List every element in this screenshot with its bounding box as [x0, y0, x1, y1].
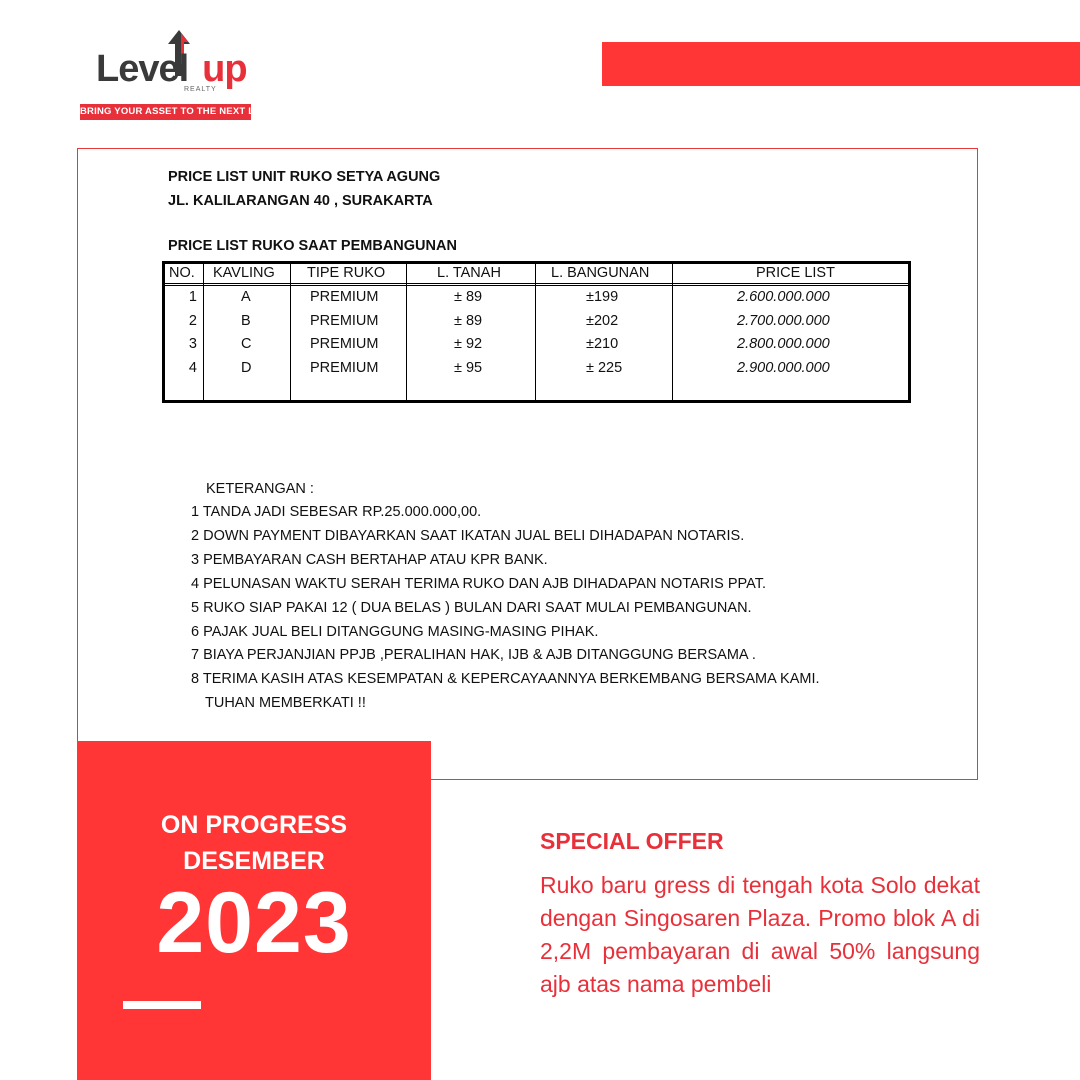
cell-no: 4 [188, 360, 197, 376]
notes-list [191, 501, 820, 716]
column-header-tanah: L. TANAH [437, 265, 501, 281]
cell-bangunan: ± 225 [586, 360, 623, 376]
cell-tipe: PREMIUM [310, 313, 379, 329]
document-title: PRICE LIST UNIT RUKO SETYA AGUNG [168, 169, 441, 185]
document-address: JL. KALILARANGAN 40 , SURAKARTA [168, 193, 433, 209]
logo-wordmark [96, 48, 247, 91]
cell-price: 2.600.000.000 [737, 289, 830, 305]
cell-kavling: B [241, 313, 251, 329]
column-header-bangunan: L. BANGUNAN [551, 265, 650, 281]
cell-tanah: ± 95 [454, 360, 483, 376]
cell-tipe: PREMIUM [310, 360, 379, 376]
cell-kavling: C [241, 336, 252, 352]
cell-tipe: PREMIUM [310, 336, 379, 352]
column-header-kavling: KAVLING [213, 265, 275, 281]
cell-kavling: D [241, 360, 252, 376]
special-offer-title: SPECIAL OFFER [540, 828, 724, 854]
cell-price: 2.900.000.000 [737, 360, 830, 376]
progress-block [77, 741, 431, 1080]
cell-tipe: PREMIUM [310, 289, 379, 305]
cell-kavling: A [241, 289, 251, 305]
notes-heading: KETERANGAN : [206, 481, 314, 497]
cell-tanah: ± 89 [454, 289, 483, 305]
cell-tanah: ± 92 [454, 336, 483, 352]
note-item: 4 PELUNASAN WAKTU SERAH TERIMA RUKO DAN AJB DIHADAPAN NOTARIS PPAT. [191, 575, 767, 592]
note-item: 5 RUKO SIAP PAKAI 12 ( DUA BELAS ) BULAN DARI SAAT MULAI PEMBANGUNAN. [191, 599, 752, 616]
note-item: 1 TANDA JADI SEBESAR RP.25.000.000,00. [191, 504, 482, 520]
column-divider [672, 264, 673, 400]
cell-price: 2.800.000.000 [737, 336, 830, 352]
special-offer-text: Ruko baru gress di tengah kota Solo dekat dengan Singosaren Plaza. Promo blok A di 2,2M pembayaran di awal 50% langsung ajb atas nama pembeli [540, 872, 980, 997]
cell-tanah: ± 89 [454, 313, 483, 329]
note-item: 6 PAJAK JUAL BELI DITANGGUNG MASING-MASING PIHAK. [191, 623, 599, 640]
cell-no: 1 [188, 289, 197, 305]
note-item: 7 BIAYA PERJANJIAN PPJB ,PERALIHAN HAK, IJB & AJB DITANGGUNG BERSAMA . [191, 647, 756, 664]
progress-year: 2023 [156, 875, 352, 971]
top-accent-bar [602, 42, 1080, 86]
cell-bangunan: ±210 [586, 336, 619, 352]
column-header-no: NO. [169, 265, 195, 281]
cell-bangunan: ±202 [586, 313, 619, 329]
logo-level: Level [96, 48, 189, 90]
column-divider [203, 264, 204, 400]
column-header-price: PRICE LIST [756, 265, 835, 281]
logo-tagline: BRING YOUR ASSET TO THE NEXT LEVEL [80, 104, 251, 120]
cell-price: 2.700.000.000 [737, 313, 830, 329]
progress-line1: ON PROGRESS [160, 811, 348, 839]
table-title: PRICE LIST RUKO SAAT PEMBANGUNAN [168, 238, 457, 254]
column-divider [535, 264, 536, 400]
progress-line2: DESEMBER [183, 847, 325, 875]
note-closing: TUHAN MEMBERKATI !! [205, 695, 366, 712]
price-list-document [77, 148, 978, 780]
note-item: 3 PEMBAYARAN CASH BERTAHAP ATAU KPR BANK. [191, 551, 548, 568]
price-table [162, 261, 911, 403]
cell-no: 2 [188, 313, 197, 329]
levelup-logo [80, 30, 280, 122]
cell-no: 3 [188, 336, 197, 352]
logo-subtitle: REALTY [184, 86, 217, 93]
cell-bangunan: ±199 [586, 289, 619, 305]
note-item: 2 DOWN PAYMENT DIBAYARKAN SAAT IKATAN JUAL BELI DIHADAPAN NOTARIS. [191, 527, 745, 544]
column-divider [290, 264, 291, 400]
column-header-tipe: TIPE RUKO [307, 265, 386, 281]
logo-up: up [202, 48, 247, 90]
note-item: 8 TERIMA KASIH ATAS KESEMPATAN & KEPERCAYAANNYA BERKEMBANG BERSAMA KAMI. [191, 671, 820, 688]
decorative-underline [123, 1001, 201, 1009]
column-divider [406, 264, 407, 400]
